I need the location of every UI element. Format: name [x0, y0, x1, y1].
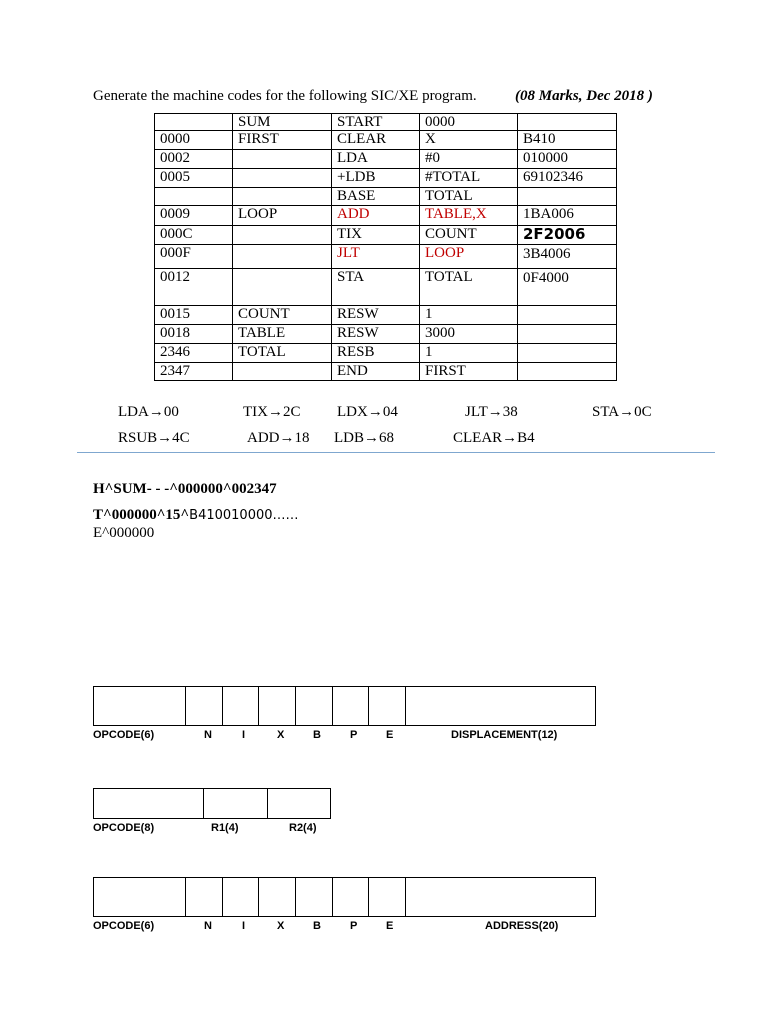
opcode-ldx: LDX→04 — [337, 404, 398, 420]
header-record: H^SUM- - -^000000^002347 — [93, 481, 277, 497]
format3-i-box — [223, 687, 259, 725]
opcode-add: ADD→18 — [247, 430, 310, 446]
program-cell-label — [233, 169, 332, 188]
section-divider — [77, 452, 715, 453]
format4-x-box — [259, 878, 296, 916]
format4-label-p: P — [350, 920, 358, 932]
program-cell-operand: TOTAL — [420, 188, 518, 206]
program-cell-code: 3B4006 — [518, 245, 617, 269]
program-cell-code — [518, 306, 617, 325]
program-cell-code — [518, 363, 617, 381]
text-record — [93, 507, 299, 524]
format3-label-e: E — [386, 729, 394, 741]
program-cell-label: SUM — [233, 114, 332, 131]
program-cell-op: LDA — [332, 150, 420, 169]
format3-label-x: X — [277, 729, 285, 741]
program-cell-op: RESW — [332, 306, 420, 325]
format3-label-opcode: OPCODE(6) — [93, 729, 155, 741]
format4-i-box — [223, 878, 259, 916]
program-cell-operand: 1 — [420, 306, 518, 325]
format2-label-r2: R2(4) — [289, 822, 317, 834]
format2-label-r1: R1(4) — [211, 822, 239, 834]
program-row — [155, 344, 617, 363]
program-cell-op: CLEAR — [332, 131, 420, 150]
format2-label-opcode: OPCODE(8) — [93, 822, 155, 834]
format4-diagram — [93, 877, 596, 917]
program-cell-operand: X — [420, 131, 518, 150]
program-cell-operand: 0000 — [420, 114, 518, 131]
format4-label-x: X — [277, 920, 285, 932]
program-cell-op: ADD — [332, 206, 420, 226]
program-cell-label: LOOP — [233, 206, 332, 226]
program-cell-operand: TABLE,X — [420, 206, 518, 226]
format4-p-box — [333, 878, 369, 916]
format3-label-n: N — [204, 729, 212, 741]
format3-diagram — [93, 686, 596, 726]
program-row — [155, 114, 617, 131]
format4-label-e: E — [386, 920, 394, 932]
format4-b-box — [296, 878, 333, 916]
program-cell-code — [518, 325, 617, 344]
format2-r2-box — [268, 789, 330, 818]
program-cell-operand: 3000 — [420, 325, 518, 344]
program-cell-label: TOTAL — [233, 344, 332, 363]
program-cell-loc — [155, 188, 233, 206]
program-cell-loc: 0015 — [155, 306, 233, 325]
program-cell-op: START — [332, 114, 420, 131]
program-cell-code: 2F2006 — [518, 226, 617, 245]
program-row — [155, 269, 617, 306]
program-cell-loc — [155, 114, 233, 131]
program-cell-operand: COUNT — [420, 226, 518, 245]
end-record: E^000000 — [93, 525, 155, 541]
program-cell-operand: 1 — [420, 344, 518, 363]
opcode-clear: CLEAR→B4 — [453, 430, 535, 446]
program-row — [155, 206, 617, 226]
program-cell-label — [233, 226, 332, 245]
format2-r1-box — [204, 789, 268, 818]
opcode-sta: STA→0C — [592, 404, 652, 420]
program-row — [155, 150, 617, 169]
program-cell-op: +LDB — [332, 169, 420, 188]
format3-label-b: B — [313, 729, 321, 741]
opcode-ldb: LDB→68 — [334, 430, 394, 446]
program-row — [155, 325, 617, 344]
program-row — [155, 306, 617, 325]
program-row — [155, 169, 617, 188]
program-cell-label — [233, 245, 332, 269]
opcode-jlt: JLT→38 — [465, 404, 518, 420]
format4-e-box — [369, 878, 406, 916]
format3-label-i: I — [242, 729, 246, 741]
format3-label-p: P — [350, 729, 358, 741]
program-cell-label — [233, 150, 332, 169]
program-cell-label — [233, 363, 332, 381]
format4-opcode-box — [94, 878, 186, 916]
program-cell-loc: 0005 — [155, 169, 233, 188]
question-marks: (08 Marks, Dec 2018 ) — [515, 88, 653, 104]
question-text — [93, 88, 653, 105]
program-cell-operand: LOOP — [420, 245, 518, 269]
program-cell-code: 0F4000 — [518, 269, 617, 306]
program-row — [155, 188, 617, 206]
program-cell-code — [518, 188, 617, 206]
program-cell-loc: 000F — [155, 245, 233, 269]
program-cell-code: 010000 — [518, 150, 617, 169]
program-row — [155, 131, 617, 150]
format3-label-displacement: DISPLACEMENT(12) — [451, 729, 558, 741]
format4-label-address: ADDRESS(20) — [485, 920, 559, 932]
program-cell-loc: 0009 — [155, 206, 233, 226]
program-row — [155, 226, 617, 245]
program-cell-op: RESB — [332, 344, 420, 363]
program-cell-operand: FIRST — [420, 363, 518, 381]
program-cell-op: END — [332, 363, 420, 381]
text-record-codes: B410010000…… — [189, 508, 299, 523]
format3-e-box — [369, 687, 406, 725]
opcode-lda: LDA→00 — [118, 404, 179, 420]
program-cell-label — [233, 188, 332, 206]
program-cell-op: RESW — [332, 325, 420, 344]
format3-p-box — [333, 687, 369, 725]
format4-label-n: N — [204, 920, 212, 932]
format3-x-box — [259, 687, 296, 725]
format3-b-box — [296, 687, 333, 725]
program-cell-code — [518, 114, 617, 131]
format4-n-box — [186, 878, 223, 916]
format2-opcode-box — [94, 789, 204, 818]
program-cell-loc: 0012 — [155, 269, 233, 306]
program-cell-loc: 2347 — [155, 363, 233, 381]
program-cell-op: STA — [332, 269, 420, 306]
format3-disp-box — [406, 687, 595, 725]
format3-n-box — [186, 687, 223, 725]
program-cell-loc: 0000 — [155, 131, 233, 150]
program-cell-op: BASE — [332, 188, 420, 206]
format4-label-b: B — [313, 920, 321, 932]
program-cell-operand: #TOTAL — [420, 169, 518, 188]
program-cell-label: TABLE — [233, 325, 332, 344]
program-cell-operand: TOTAL — [420, 269, 518, 306]
program-cell-loc: 2346 — [155, 344, 233, 363]
format3-opcode-box — [94, 687, 186, 725]
format4-label-i: I — [242, 920, 246, 932]
program-cell-code — [518, 344, 617, 363]
program-cell-op: JLT — [332, 245, 420, 269]
program-cell-code: 69102346 — [518, 169, 617, 188]
program-row — [155, 363, 617, 381]
text-record-prefix: T^000000^15^ — [93, 507, 190, 523]
program-cell-loc: 0018 — [155, 325, 233, 344]
format4-address-box — [406, 878, 595, 916]
program-cell-loc: 0002 — [155, 150, 233, 169]
format2-diagram — [93, 788, 331, 819]
program-cell-label — [233, 269, 332, 306]
program-cell-operand: #0 — [420, 150, 518, 169]
program-cell-op: TIX — [332, 226, 420, 245]
opcode-rsub: RSUB→4C — [118, 430, 190, 446]
program-table — [154, 113, 617, 381]
question-prompt: Generate the machine codes for the following SIC/XE program. — [93, 88, 477, 104]
program-cell-code: 1BA006 — [518, 206, 617, 226]
program-cell-loc: 000C — [155, 226, 233, 245]
program-cell-label: COUNT — [233, 306, 332, 325]
opcode-tix: TIX→2C — [243, 404, 301, 420]
program-cell-label: FIRST — [233, 131, 332, 150]
program-cell-code: B410 — [518, 131, 617, 150]
format4-label-opcode: OPCODE(6) — [93, 920, 155, 932]
program-row — [155, 245, 617, 269]
